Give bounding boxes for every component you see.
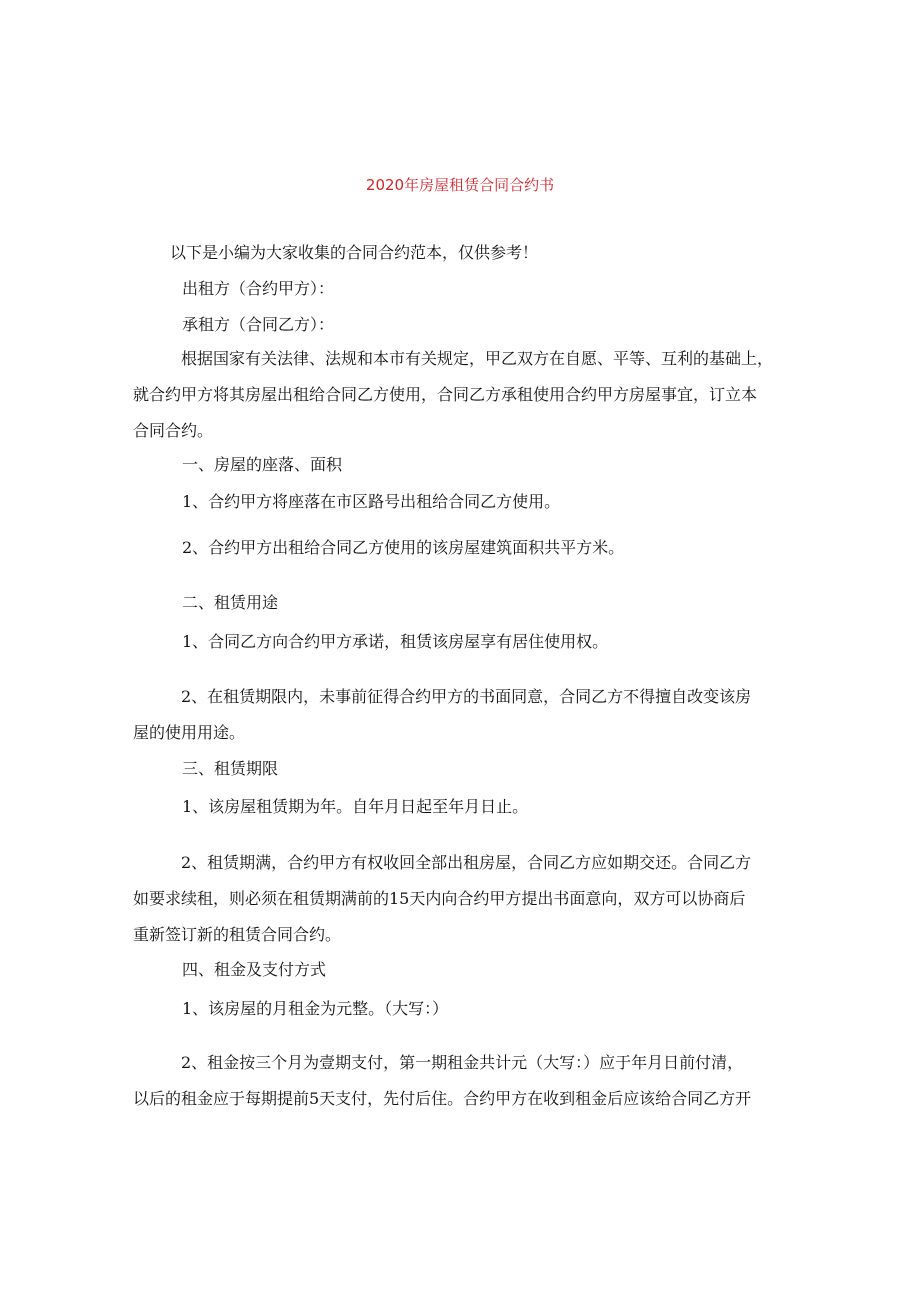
section-heading: 一、房屋的座落、面积 [182,455,343,474]
clause-item: 1、该房屋租赁期为年。自年月日起至年月日止。 [182,797,529,816]
clause-paragraph [133,679,793,751]
clause-paragraph [133,845,793,953]
document-title: 2020年房屋租赁合同合约书 [365,176,555,194]
clause-line: 重新签订新的租赁合同合约。 [133,925,342,944]
clause-item: 1、该房屋的月租金为元整。（大写：） [182,999,449,1018]
section-heading: 三、租赁期限 [182,759,279,778]
preamble-paragraph [133,341,793,449]
section-heading: 二、租赁用途 [182,593,279,612]
lessee-line: 承租方（合同乙方）： [182,315,335,334]
clause-item: 1、合约甲方将座落在市区路号出租给合同乙方使用。 [182,492,561,511]
preamble-line: 就合约甲方将其房屋出租给合同乙方使用，合同乙方承租使用合约甲方房屋事宜，订立本 [133,385,758,404]
preamble-line: 合同合约。 [133,421,214,440]
clause-paragraph [133,1045,793,1117]
lessor-line: 出租方（合约甲方）： [182,279,335,298]
intro-text: 以下是小编为大家收集的合同合约范本，仅供参考！ [170,243,539,262]
section-heading: 四、租金及支付方式 [182,960,327,979]
preamble-line: 根据国家有关法律、法规和本市有关规定，甲乙双方在自愿、平等、互利的基础上， [181,349,774,368]
clause-line: 2、租金按三个月为壹期支付，第一期租金共计元（大写：）应于年月日前付清， [181,1053,744,1072]
clause-line: 如要求续租，则必须在租赁期满前的15天内向合约甲方提出书面意向，双方可以协商后 [133,889,746,908]
clause-item: 1、合同乙方向合约甲方承诺，租赁该房屋享有居住使用权。 [182,632,609,651]
clause-line: 2、租赁期满，合约甲方有权收回全部出租房屋，合同乙方应如期交还。合同乙方 [181,853,752,872]
clause-item: 2、合约甲方出租给合同乙方使用的该房屋建筑面积共平方米。 [182,538,625,557]
clause-line: 以后的租金应于每期提前5天支付，先付后住。合约甲方在收到租金后应该给合同乙方开 [133,1089,752,1108]
clause-line: 2、在租赁期限内，未事前征得合约甲方的书面同意，合同乙方不得擅自改变该房 [181,687,752,706]
clause-line: 屋的使用用途。 [133,723,246,742]
